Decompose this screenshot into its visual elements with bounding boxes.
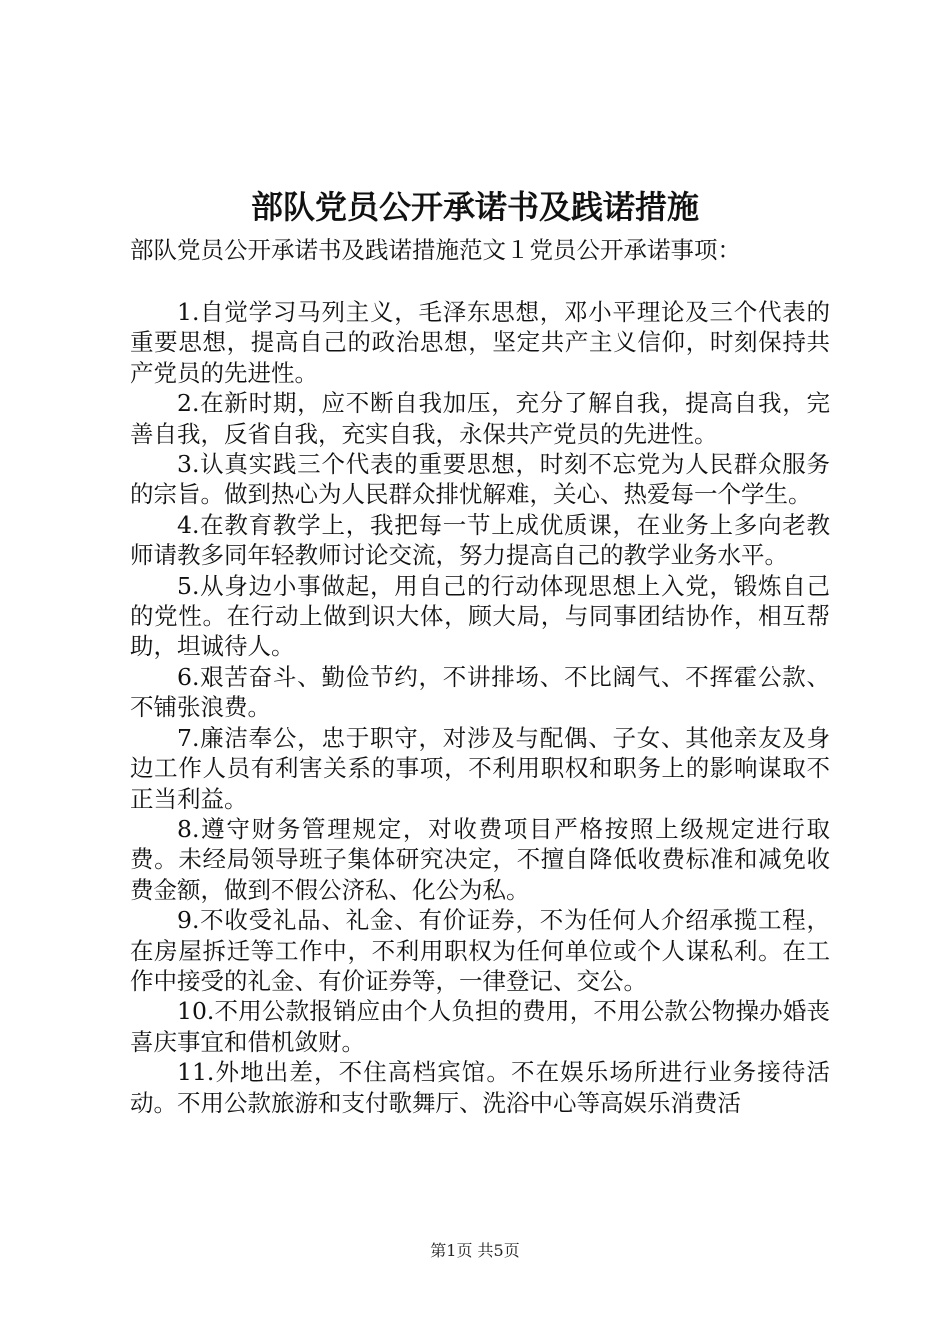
- intro-line: 部队党员公开承诺书及践诺措施范文１党员公开承诺事项：: [130, 236, 741, 264]
- paragraph-1: 1.自觉学习马列主义，毛泽东思想，邓小平理论及三个代表的重要思想，提高自己的政治思想，坚定共产主义信仰，时刻保持共产党员的先进性。: [130, 298, 830, 387]
- paragraph-8: 8.遵守财务管理规定，对收费项目严格按照上级规定进行取费。未经局领导班子集体研究决定，不擅自降低收费标准和减免收费金额，做到不假公济私、化公为私。: [130, 814, 830, 904]
- page-number-footer: 第1页 共5页: [430, 1241, 520, 1260]
- paragraph-4: 4.在教育教学上，我把每一节上成优质课，在业务上多向老教师请教多同年轻教师讨论交流，努力提高自己的教学业务水平。: [130, 510, 830, 570]
- paragraph-11: 11.外地出差，不住高档宾馆。不在娱乐场所进行业务接待活动。不用公款旅游和支付歌舞厅、洗浴中心等高娱乐消费活: [130, 1058, 830, 1117]
- paragraph-5: 5.从身边小事做起，用自己的行动体现思想上入党，锻炼自己的党性。在行动上做到识大体，顾大局，与同事团结协作，相互帮助，坦诚待人。: [130, 571, 830, 661]
- paragraph-3: 3.认真实践三个代表的重要思想，时刻不忘党为人民群众服务的宗旨。做到热心为人民群众排忧解难，关心、热爱每一个学生。: [130, 450, 830, 509]
- paragraph-6: 6.艰苦奋斗、勤俭节约，不讲排场、不比阔气、不挥霍公款、不铺张浪费。: [130, 662, 830, 722]
- paragraph-7: 7.廉洁奉公，忠于职守，对涉及与配偶、子女、其他亲友及身边工作人员有利害关系的事项，不利用职权和职务上的影响谋取不正当利益。: [130, 723, 830, 813]
- paragraph-9: 9.不收受礼品、礼金、有价证券，不为任何人介绍承揽工程，在房屋拆迁等工作中，不利用职权为任何单位或个人谋私利。在工作中接受的礼金、有价证券等，一律登记、交公。: [130, 906, 830, 995]
- document-title: 部队党员公开承诺书及践诺措施: [250, 188, 699, 226]
- paragraph-2: 2.在新时期，应不断自我加压，充分了解自我，提高自我，完善自我，反省自我，充实自我，永保共产党员的先进性。: [130, 389, 830, 448]
- paragraph-10: 10.不用公款报销应由个人负担的费用，不用公款公物操办婚丧喜庆事宜和借机敛财。: [130, 997, 830, 1056]
- document-body: [130, 297, 830, 1118]
